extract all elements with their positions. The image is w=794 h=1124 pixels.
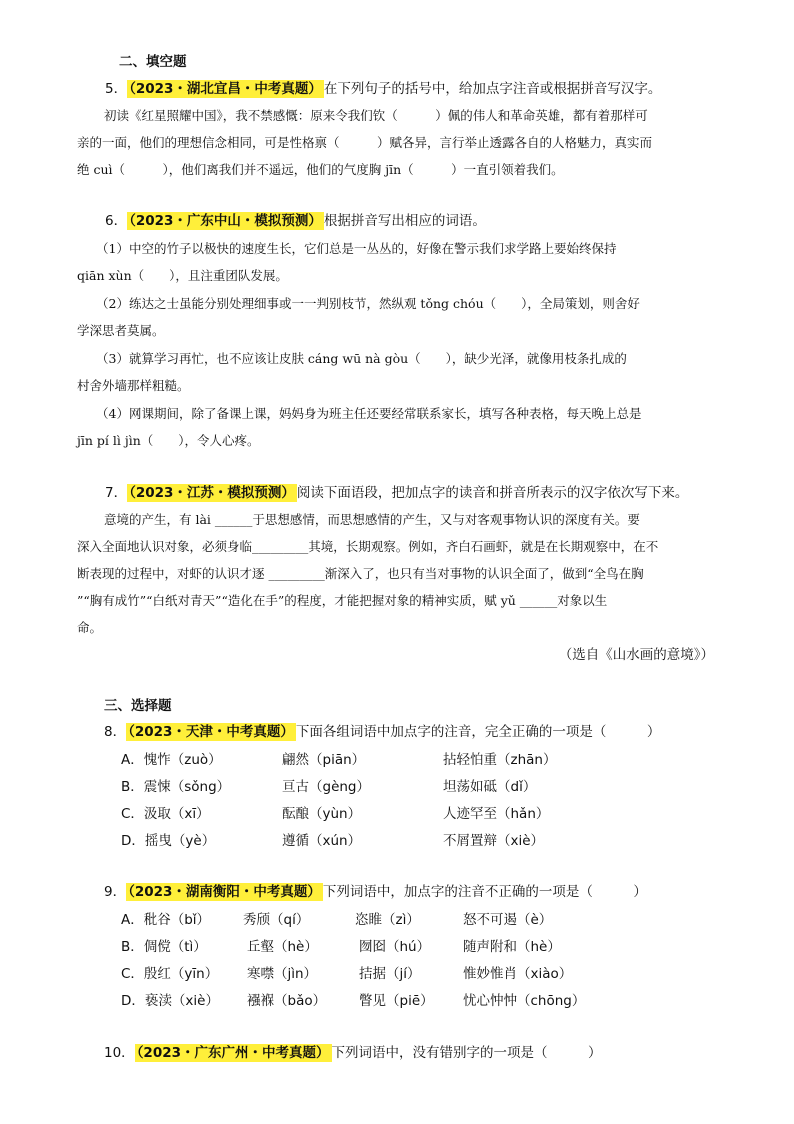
question-7-line: ”“胸有成竹”“白纸对青天”“造化在手”的程度，才能把握对象的精神实质，赋 yǔ ______对象以生 (77, 593, 608, 608)
option-b-col2: 亘古（gèng） (282, 779, 371, 795)
section-heading-choice: 三、选择题 (104, 698, 172, 714)
question-5-line: 亲的一面，他们的理想信念相同，可是性格禀（ ）赋各异，言行举止透露各自的人格魅力，真实而 (77, 135, 653, 150)
option-c-col3: 人迹罕至（hǎn） (443, 806, 550, 822)
source-tag: （2023・湖南衡阳・中考真题） (128, 884, 321, 900)
option-a-col1: A．秕谷（bǐ） (121, 912, 211, 928)
question-prompt: 在下列句子的括号中，给加点字注音或根据拼音写汉字。 (323, 81, 662, 97)
question-7-source: （选自《山水画的意境》） (558, 647, 714, 663)
source-tag: （2023・广东中山・模拟预测） (129, 213, 322, 229)
question-6-line: 村舍外墙那样粗糙。 (77, 378, 190, 393)
question-6-line: （2）练达之士虽能分别处理细事或一一判别枝节，然纵观 tǒng chóu（ ），全局策划，则舍好 (96, 296, 640, 311)
question-7-header (105, 483, 688, 503)
question-5-line: 绝 cuì（ ），他们离我们并不遥远，他们的气度胸 jīn（ ）一直引领着我们。 (77, 162, 564, 177)
source-tag: （2023・广东广州・中考真题） (136, 1045, 330, 1061)
option-a-col2: 秀颀（qí） (243, 912, 310, 928)
option-a-col3: 拈轻怕重（zhān） (443, 752, 557, 768)
question-6-line: jīn pí lì jìn（ ），令人心疼。 (77, 433, 260, 448)
option-b-col2: 丘壑（hè） (247, 939, 318, 955)
option-d-col1: D．摇曳（yè） (121, 833, 216, 849)
option-d-col2: 襁褓（bǎo） (247, 993, 327, 1009)
option-d-col2: 遵循（xún） (282, 833, 362, 849)
question-7-line: 断表现的过程中，对虾的认识才逐 _________渐深入了，也只有当对事物的认识全面了，做到“全鸟在胸 (77, 566, 644, 581)
option-a-col2: 翩然（piān） (282, 752, 366, 768)
option-c-col1: C．汲取（xī） (121, 806, 210, 822)
option-c-col4: 惟妙惟肖（xiào） (463, 966, 573, 982)
question-number: 10． (104, 1045, 135, 1061)
question-number: 5． (105, 81, 128, 97)
question-prompt: 根据拼音写出相应的词语。 (323, 213, 486, 229)
source-tag: （2023・湖北宜昌・中考真题） (129, 81, 322, 97)
section-heading-fill: 二、填空题 (119, 54, 187, 70)
option-b-col3: 坦荡如砥（dǐ） (443, 779, 537, 795)
option-c-col2: 寒噤（jìn） (247, 966, 318, 982)
option-a-col4: 怒不可遏（è） (463, 912, 553, 928)
question-8-header (104, 722, 660, 742)
option-b-col1: B．震悚（sǒng） (121, 779, 231, 795)
option-c-col1: C．殷红（yīn） (121, 966, 219, 982)
option-c-col3: 拮据（jí） (359, 966, 421, 982)
question-prompt: 下列词语中，加点字的注音不正确的一项是（ ） (322, 884, 647, 900)
option-b-col3: 囫囵（hú） (359, 939, 431, 955)
option-d-col3: 瞥见（piē） (359, 993, 434, 1009)
option-b-col1: B．倜傥（tì） (121, 939, 207, 955)
question-number: 8． (104, 724, 127, 740)
question-7-line: 命。 (77, 620, 103, 635)
question-prompt: 阅读下面语段，把加点字的读音和拼音所表示的汉字依次写下来。 (296, 485, 689, 501)
question-6-line: （3）就算学习再忙，也不应该让皮肤 cáng wū nà gòu（ ），缺少光泽，就像用枝条扎成的 (96, 351, 627, 366)
option-d-col3: 不屑置辩（xiè） (443, 833, 545, 849)
question-6-header (105, 211, 486, 231)
question-number: 7． (105, 485, 128, 501)
question-5-header (105, 79, 661, 99)
question-prompt: 下列词语中，没有错别字的一项是（ ） (331, 1045, 602, 1061)
question-7-line: 深入全面地认识对象，必须身临_________其境，长期观察。例如，齐白石画虾，就是在长期观察中，在不 (77, 539, 659, 554)
question-6-line: qiān xùn（ ），且注重团队发展。 (77, 268, 288, 283)
question-6-line: 学深思者莫属。 (77, 323, 165, 338)
question-5-line: 初读《红星照耀中国》，我不禁感慨：原来令我们钦（ ）佩的伟人和革命英雄，都有着那样可 (104, 108, 648, 123)
source-tag: （2023・江苏・模拟预测） (129, 485, 295, 501)
question-prompt: 下面各组词语中加点字的注音，完全正确的一项是（ ） (295, 724, 661, 740)
option-a-col3: 恣睢（zì） (355, 912, 420, 928)
question-number: 9． (104, 884, 127, 900)
option-a-col1: A．愧怍（zuò） (121, 752, 222, 768)
option-d-col1: D．亵渎（xiè） (121, 993, 219, 1009)
question-7-line: 意境的产生，有 lài ______于思想感情，而思想感情的产生，又与对客观事物认识的深度有关。要 (104, 512, 640, 527)
question-number: 6． (105, 213, 128, 229)
source-tag: （2023・天津・中考真题） (128, 724, 294, 740)
question-6-line: （1）中空的竹子以极快的速度生长，它们总是一丛丛的，好像在警示我们求学路上要始终保持 (96, 241, 617, 256)
option-b-col4: 随声附和（hè） (463, 939, 561, 955)
question-10-header (104, 1043, 602, 1063)
option-d-col4: 忧心忡忡（chōng） (463, 993, 586, 1009)
question-9-header (104, 882, 647, 902)
question-6-line: （4）网课期间，除了备课上课，妈妈身为班主任还要经常联系家长，填写各种表格，每天晚上总是 (96, 406, 642, 421)
option-c-col2: 酝酿（yùn） (282, 806, 362, 822)
